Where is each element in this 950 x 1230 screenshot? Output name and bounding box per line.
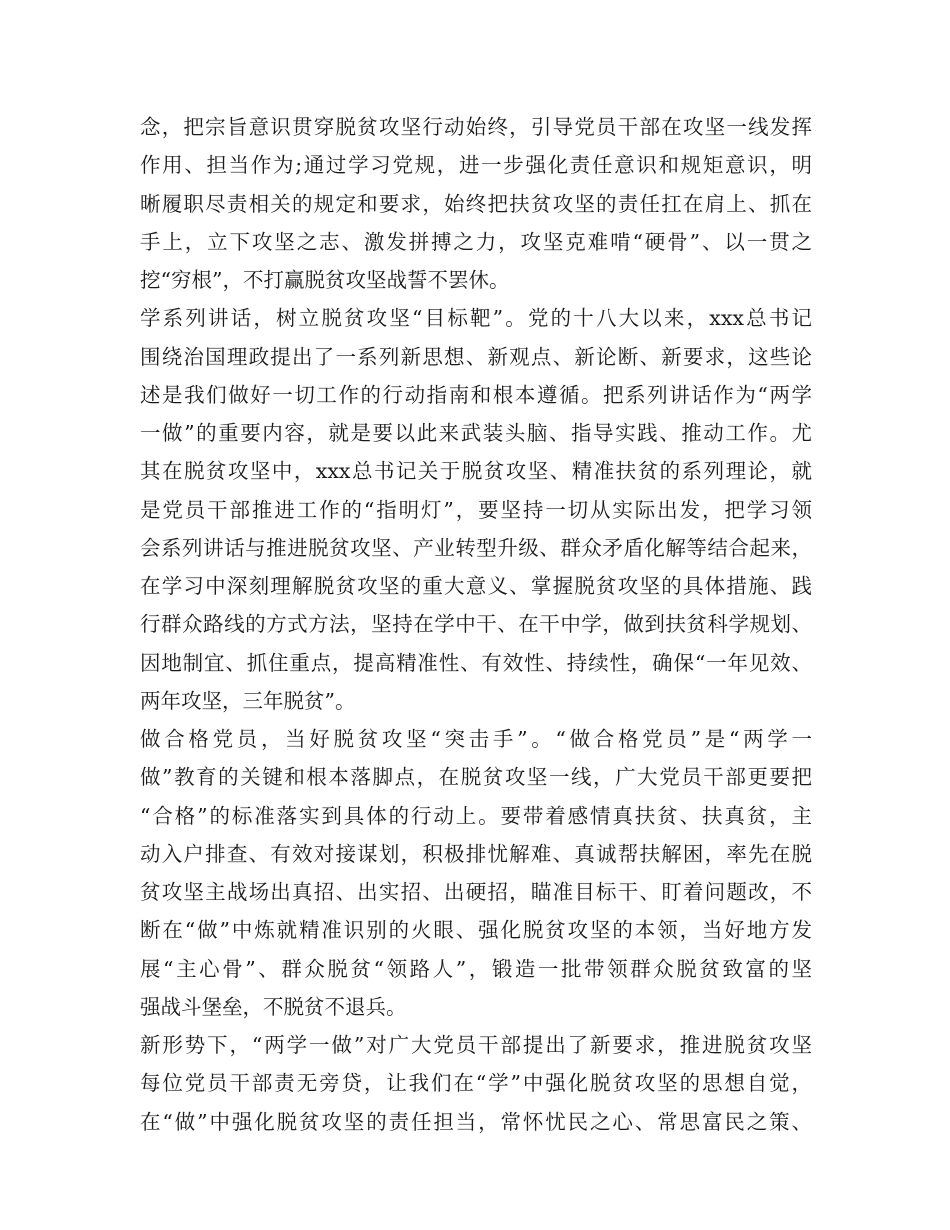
text-line: 挖“穷根”，不打赢脱贫攻坚战誓不罢休。 <box>140 268 510 292</box>
text-line: 两年攻坚，三年脱贫”。 <box>140 688 356 713</box>
text-line: 一做”的重要内容，就是要以此来武装头脑、指导实践、推动工作。尤 <box>140 421 812 445</box>
text-line: 在学习中深刻理解脱贫攻坚的重大意义、掌握脱贫攻坚的具体措施、践 <box>140 574 812 598</box>
text-line: 其在脱贫攻坚中，xxx总书记关于脱贫攻坚、精准扶贫的系列理论，就 <box>140 459 812 484</box>
text-line: 晰履职尽责相关的规定和要求，始终把扶贫攻坚的责任扛在肩上、抓在 <box>140 191 812 216</box>
text-line: 因地制宜、抓住重点，提高精准性、有效性、持续性，确保“一年见效、 <box>140 650 812 675</box>
text-line: 在“做”中强化脱贫攻坚的责任担当，常怀忧民之心、常思富民之策、 <box>140 1109 812 1134</box>
text-line: 是党员干部推进工作的“指明灯”，要坚持一切从实际出发，把学习领 <box>140 497 812 522</box>
text-line: 学系列讲话，树立脱贫攻坚“目标靶”。党的十八大以来，xxx总书记 <box>140 306 812 331</box>
text-line: 新形势下，“两学一做”对广大党员干部提出了新要求，推进脱贫攻坚 <box>140 1033 812 1057</box>
text-line: 手上，立下攻坚之志、激发拼搏之力，攻坚克难啃“硬骨”、以一贯之 <box>140 229 812 254</box>
text-line: 断在“做”中炼就精准识别的火眼、强化脱贫攻坚的本领，当好地方发 <box>140 918 812 943</box>
text-line: 贫攻坚主战场出真招、出实招、出硬招，瞄准目标干、盯着问题改，不 <box>140 880 812 904</box>
text-line: 做”教育的关键和根本落脚点，在脱贫攻坚一线，广大党员干部更要把 <box>140 765 812 790</box>
document-page <box>140 108 812 1141</box>
text-line: 述是我们做好一切工作的行动指南和根本遵循。把系列讲话作为“两学 <box>140 382 812 407</box>
text-line: 动入户排查、有效对接谋划，积极排忧解难、真诚帮扶解困，率先在脱 <box>140 841 812 866</box>
text-line: 行群众路线的方式方法，坚持在学中干、在干中学，做到扶贫科学规划、 <box>140 612 812 637</box>
text-line: 围绕治国理政提出了一系列新思想、新观点、新论断、新要求，这些论 <box>140 344 812 369</box>
text-line: 做合格党员，当好脱贫攻坚“突击手”。“做合格党员”是“两学一 <box>140 727 812 751</box>
text-line: 作用、担当作为;通过学习党规，进一步强化责任意识和规矩意识，明 <box>140 153 812 178</box>
text-line: 展“主心骨”、群众脱贫“领路人”，锻造一批带领群众脱贫致富的坚 <box>140 956 812 981</box>
text-line: 念，把宗旨意识贯穿脱贫攻坚行动始终，引导党员干部在攻坚一线发挥 <box>140 115 812 139</box>
text-line: “合格”的标准落实到具体的行动上。要带着感情真扶贫、扶真贫，主 <box>140 803 812 828</box>
text-line: 会系列讲话与推进脱贫攻坚、产业转型升级、群众矛盾化解等结合起来， <box>140 535 812 560</box>
text-line: 每位党员干部责无旁贷，让我们在“学”中强化脱贫攻坚的思想自觉， <box>140 1071 812 1096</box>
text-line: 强战斗堡垒，不脱贫不退兵。 <box>140 994 407 1019</box>
